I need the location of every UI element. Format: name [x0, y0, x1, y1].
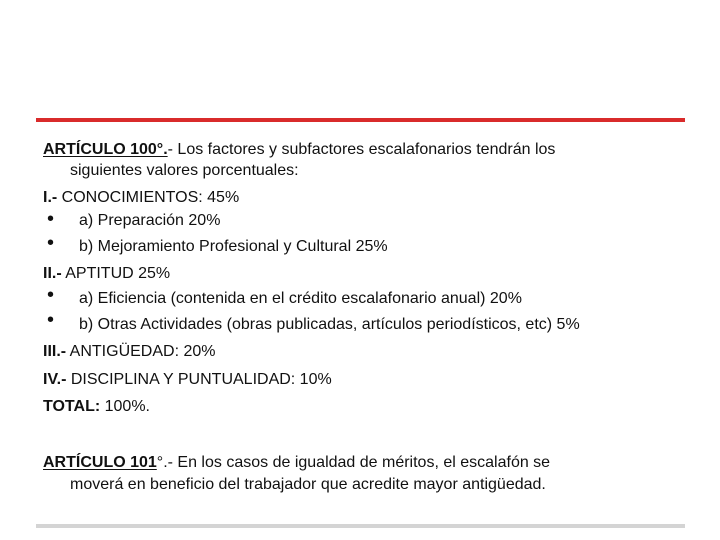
total-label: TOTAL:	[43, 398, 101, 415]
section-iii	[43, 343, 215, 361]
section-iv-number: IV.-	[43, 371, 67, 388]
article-101-line-1	[43, 454, 550, 472]
article-101-title: ARTÍCULO 101	[43, 454, 157, 471]
section-ii-number: II.-	[43, 265, 62, 282]
section-ii-text: APTITUD 25%	[61, 265, 171, 282]
article-100-line-1	[43, 141, 555, 159]
section-iv-text: DISCIPLINA Y PUNTUALIDAD: 10%	[66, 371, 332, 388]
article-101-line-2: moverá en beneficio del trabajador que acredite mayor antigüedad.	[70, 476, 546, 493]
section-i-text: CONOCIMIENTOS: 45%	[57, 189, 240, 206]
bullet-icon: •	[47, 309, 55, 331]
article-100-title: ARTÍCULO 100°.	[43, 141, 168, 158]
article-101-text: °.- En los casos de igualdad de méritos, el escalafón se	[156, 454, 551, 471]
section-iii-number: III.-	[43, 343, 67, 360]
top-accent-rule	[36, 118, 685, 122]
article-100-text: - Los factores y subfactores escalafonarios tendrán los	[167, 141, 556, 158]
section-i-item-b: b) Mejoramiento Profesional y Cultural 25%	[79, 238, 388, 255]
total-value: 100%.	[100, 398, 150, 415]
section-i	[43, 189, 239, 207]
section-ii	[43, 265, 170, 283]
article-100-line-2: siguientes valores porcentuales:	[70, 162, 299, 179]
section-ii-item-a: a) Eficiencia (contenida en el crédito escalafonario anual) 20%	[79, 290, 522, 307]
bottom-rule	[36, 524, 685, 528]
bullet-icon: •	[47, 284, 55, 306]
section-iv	[43, 371, 332, 389]
section-ii-item-b: b) Otras Actividades (obras publicadas, artículos periodísticos, etc) 5%	[79, 316, 580, 333]
section-i-number: I.-	[43, 189, 58, 206]
section-iii-text: ANTIGÜEDAD: 20%	[66, 343, 216, 360]
total-line	[43, 398, 150, 416]
bullet-icon: •	[47, 208, 55, 230]
bullet-icon: •	[47, 232, 55, 254]
section-i-item-a: a) Preparación 20%	[79, 212, 221, 229]
